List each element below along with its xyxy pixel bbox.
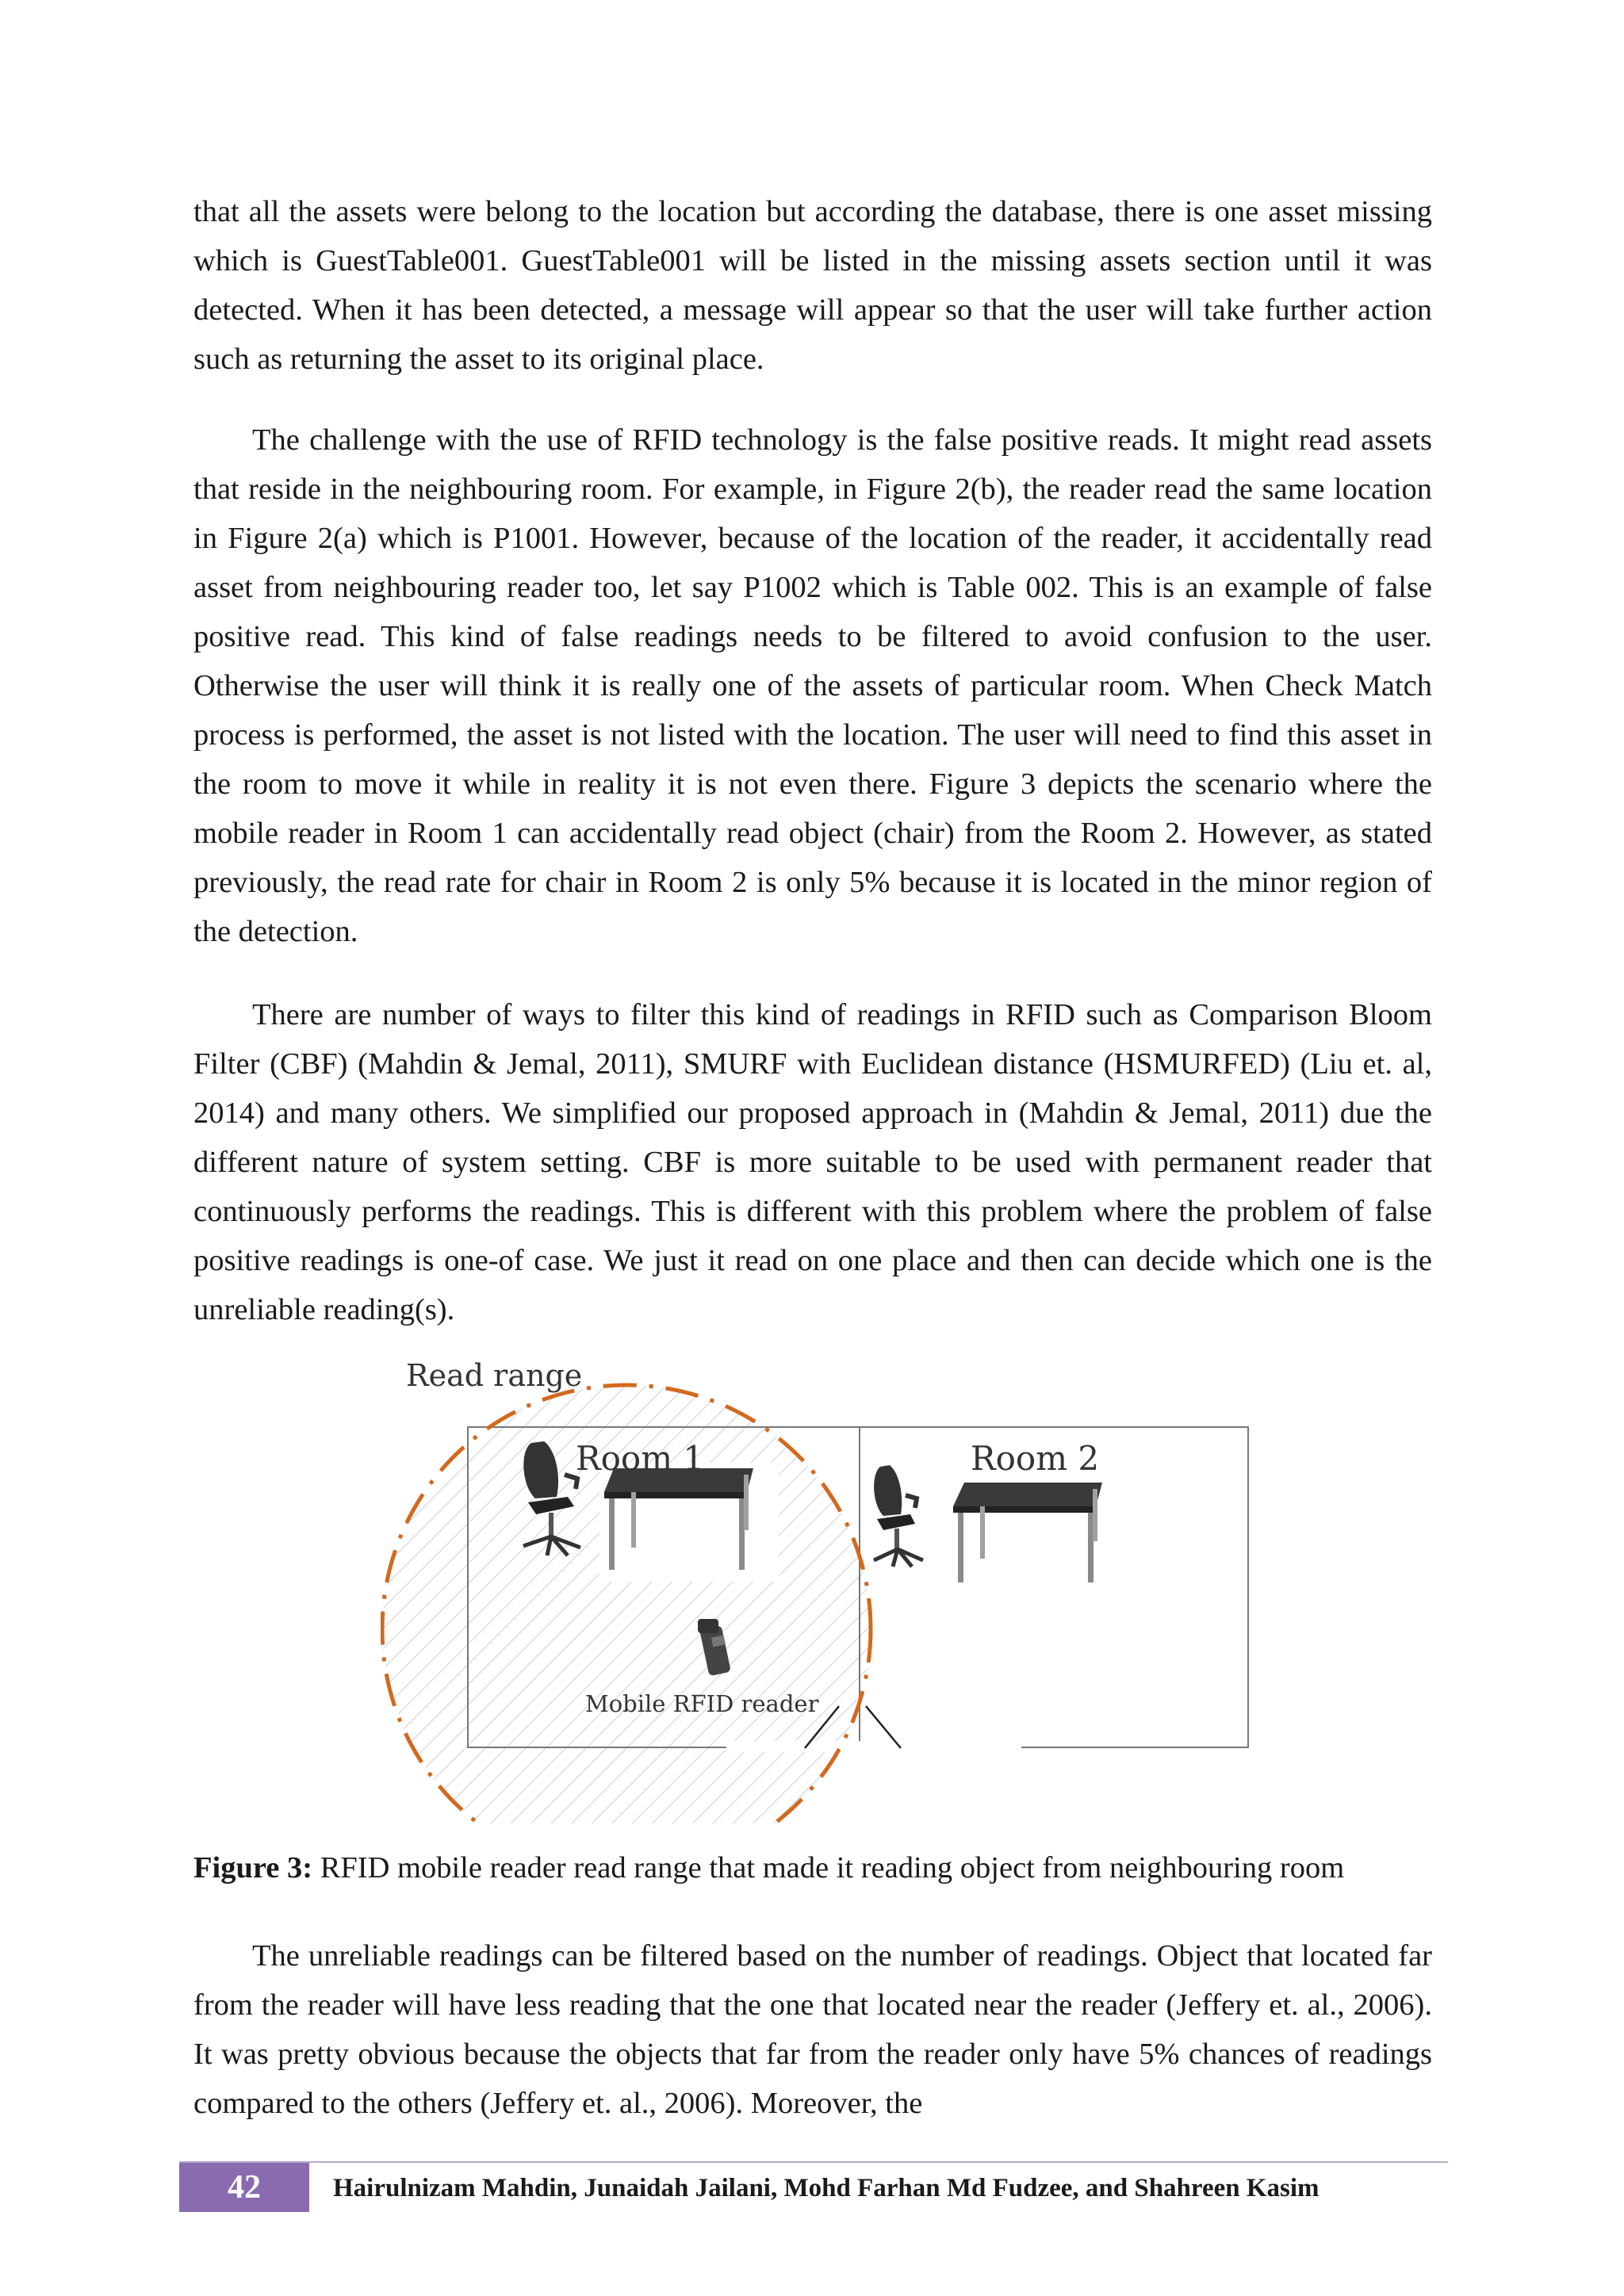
footer-rule	[179, 2161, 1448, 2163]
footer-authors: Hairulnizam Mahdin, Junaidah Jailani, Mohd Farhan Md Fudzee, and Shahreen Kasim	[333, 2174, 1320, 2202]
mobile-reader-label: Mobile RFID reader	[585, 1690, 819, 1717]
figure-3-caption	[193, 1844, 1438, 1892]
figure-3	[381, 1348, 1285, 1823]
body-paragraph-3: There are number of ways to filter this kind of readings in RFID such as Comparison Bloom Filter (CBF) (Mahdin & Jemal, 2011), SMURF with Euclidean distance (HSMURFED) (Liu et. al, 2014) and many others. We simplified our proposed approach in (Mahdin & Jemal, 2011) due the different nature of system setting. CBF is more suitable to be used with permanent reader that continuously performs the readings. This is different with this problem where the problem of false positive readings is one-of case. We just it read on one place and then can decide which one is the unreliable reading(s).	[193, 998, 1432, 1326]
body-paragraph-1: that all the assets were belong to the location but according the database, there is one asset missing which is GuestTable001. GuestTable001 will be listed in the missing assets section until it was detected. When it has been detected, a message will appear so that the user will take further action such as returning the asset to its original place.	[193, 195, 1432, 376]
figure-3-diagram	[381, 1348, 1285, 1823]
page-number: 42	[179, 2163, 309, 2212]
caption-label: Figure 3:	[193, 1851, 313, 1885]
body-paragraph-2: The challenge with the use of RFID technology is the false positive reads. It might read assets that reside in the neighbouring room. For example, in Figure 2(b), the reader read the same location in Figure 2(a) which is P1001. However, because of the location of the reader, it accidentally read asset from neighbouring reader too, let say P1002 which is Table 002. This is an example of false positive read. This kind of false readings needs to be filtered to avoid confusion to the user. Otherwise the user will think it is really one of the assets of particular room. When Check Match process is performed, the asset is not listed with the location. The user will need to find this asset in the room to move it while in reality it is not even there. Figure 3 depicts the scenario where the mobile reader in Room 1 can accidentally read object (chair) from the Room 2. However, as stated previously, the read rate for chair in Room 2 is only 5% because it is located in the minor region of the detection.	[193, 423, 1432, 948]
body-paragraph-4: The unreliable readings can be filtered based on the number of readings. Object that located far from the reader will have less reading that the one that located near the reader (Jeffery et. al., 2006). It was pretty obvious because the objects that far from the reader only have 5% chances of readings compared to the others (Jeffery et. al., 2006). Moreover, the	[193, 1939, 1432, 2120]
chair-room-2	[874, 1465, 923, 1567]
table-room-2	[953, 1483, 1102, 1582]
read-range-label: Read range	[406, 1358, 583, 1393]
room-2-label: Room 2	[971, 1439, 1100, 1478]
caption-text: RFID mobile reader read range that made it reading object from neighbouring room	[312, 1851, 1345, 1885]
room-1-label: Room 1	[576, 1439, 705, 1478]
